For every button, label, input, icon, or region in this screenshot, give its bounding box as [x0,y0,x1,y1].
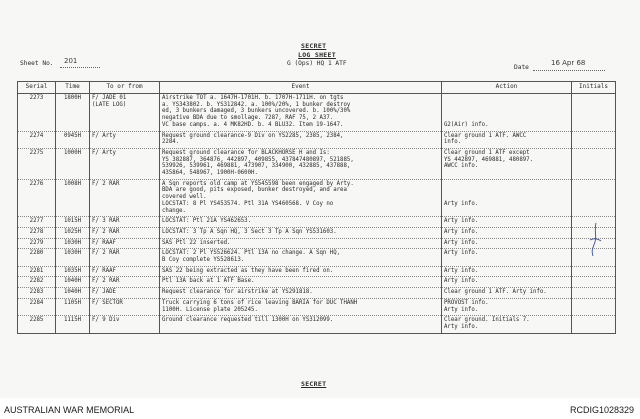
cell-serial: 2276 [18,179,56,217]
header-initials: Initials [572,82,616,94]
cell-initials [572,148,616,179]
archive-footer [0,400,640,419]
cell-to-from: F/ RAAF [90,238,160,249]
cell-action: Clear ground. Initials 7. Arty info. [442,316,572,333]
table-row [18,217,616,228]
cell-initials [572,94,616,132]
cell-time: 1040H [56,277,90,288]
classification-bottom: SECRET [301,380,327,388]
cell-event: LOCSTAT: Ptl 21A YS462653. [160,217,442,228]
unit-heading: G (Ops) HQ 1 ATF [287,60,347,67]
cell-action: Clear ground 1 ATF. Arty info. [442,288,572,299]
cell-serial: 2281 [18,266,56,277]
cell-to-from: F/ SECTOR [90,298,160,315]
cell-to-from: F/ 9 Div [90,316,160,333]
table-row [18,288,616,299]
cell-time: 0945H [56,131,90,148]
cell-event: SAS Ptl 22 inserted. [160,238,442,249]
cell-to-from: F/ JADE 01 (LATE LOG) [90,94,160,132]
cell-to-from: F/ 2 RAR [90,249,160,266]
table-row [18,266,616,277]
cell-initials [572,298,616,315]
cell-time: 1105H [56,298,90,315]
header-serial: Serial [18,82,56,94]
cell-action: Arty info. [442,238,572,249]
table-header-row [18,82,616,94]
table-row [18,238,616,249]
cell-event: LOCSTAT: 2 Pl YS526624. Ptl 13A no change. A Sqn HQ, B Coy complete YS528613. [160,249,442,266]
table-row [18,316,616,333]
cell-to-from: F/ Arty [90,131,160,148]
classification-top: SECRET [301,42,327,50]
sheet-number-underline [60,67,100,68]
cell-time: 1015H [56,217,90,228]
date-label: Date [514,64,529,71]
cell-action: Clear ground 1 ATF. AWCC info. [442,131,572,148]
cell-event: Request ground clearance-9 Div on YS2285, 2385, 2384, 2284. [160,131,442,148]
cell-event: Truck carrying 6 tons of rice leaving BARIA for DUC THANH 1100H. License plate 205245. [160,298,442,315]
archive-credit: AUSTRALIAN WAR MEMORIAL [4,405,135,415]
header-action: Action [442,82,572,94]
sheet-number-value: 201 [64,57,78,65]
table-row [18,298,616,315]
header-event: Event [160,82,442,94]
cell-serial: 2278 [18,227,56,238]
header-time: Time [56,82,90,94]
cell-serial: 2279 [18,238,56,249]
cell-event: Airstrike TOT a. 1647H-1701H. b. 1707H-1711H. on tgts a. YS343802. b. YS312842. a. 100%/20%, 1 bunker destroy ed, 3 bunkers damaged, 3 bunkers uncovered. b. 100%/30% negative BDA due to smollage. 7287, RAF 75, 2 A37. VC base camps. a. 4 MK82HD. b. 4 BLU32. Item 19-1647. [160,94,442,132]
cell-time: 1030H [56,238,90,249]
cell-time: 1035H [56,266,90,277]
cell-action: Arty info. [442,266,572,277]
cell-event: LOCSTAT: 3 Tp A Sqn HQ, 3 Sect 3 Tp A Sqn YS531603. [160,227,442,238]
cell-serial: 2284 [18,298,56,315]
cell-serial: 2280 [18,249,56,266]
cell-serial: 2285 [18,316,56,333]
handwritten-pen-mark [588,222,602,258]
cell-serial: 2273 [18,94,56,132]
document-title: LOG SHEET [298,51,336,59]
cell-serial: 2282 [18,277,56,288]
cell-event: Request clearance for airstrike at YS291818. [160,288,442,299]
cell-time: 1800H [56,94,90,132]
cell-event: Ground clearance requested till 1300H on YS312099. [160,316,442,333]
cell-initials [572,131,616,148]
date-underline [533,70,605,71]
cell-to-from: F/ RAAF [90,266,160,277]
cell-time: 1030H [56,249,90,266]
table-row [18,131,616,148]
cell-time: 1025H [56,227,90,238]
cell-to-from: F/ 2 RAR [90,179,160,217]
log-table [17,81,616,334]
cell-serial: 2275 [18,148,56,179]
table-row [18,179,616,217]
cell-event: SAS 22 being extracted as they have been fired on. [160,266,442,277]
table-row [18,277,616,288]
cell-initials [572,266,616,277]
cell-initials [572,288,616,299]
cell-action: G2(Air) info. [442,94,572,132]
cell-to-from: F/ 2 RAR [90,227,160,238]
cell-to-from: F/ 2 RAR [90,277,160,288]
cell-time: 1000H [56,148,90,179]
cell-action: Arty info. [442,179,572,217]
sheet-number-label: Sheet No. [20,60,54,67]
cell-to-from: F/ Arty [90,148,160,179]
table-row [18,249,616,266]
date-value: 16 Apr 68 [551,59,586,67]
cell-serial: 2283 [18,288,56,299]
cell-initials [572,179,616,217]
cell-action: Arty info. [442,227,572,238]
cell-serial: 2274 [18,131,56,148]
cell-serial: 2277 [18,217,56,228]
cell-action: Arty info. [442,277,572,288]
cell-event: Request ground clearance for BLACKHORSE H and Is: YS 382887, 364876, 442897, 409855, 437847480897, 521885, 539926, 539961, 469881, 473907, 334900, 432885, 437888, 435864, 548967, 1900H-0600H. [160,148,442,179]
archive-reference: RCDIG1028329 [569,405,634,415]
table-row [18,148,616,179]
cell-time: 1115H [56,316,90,333]
cell-to-from: F/ JADE [90,288,160,299]
cell-initials [572,277,616,288]
cell-action: Clear ground 1 ATF except YS 442897, 469881, 480897. AWCC info. [442,148,572,179]
cell-time: 1008H [56,179,90,217]
header-to-or-from: To or from [90,82,160,94]
cell-action: PROVOST info. Arty info. [442,298,572,315]
table-row [18,94,616,132]
table-row [18,227,616,238]
cell-event: Ptl 13A back at 1 ATF Base. [160,277,442,288]
cell-action: Arty info. [442,217,572,228]
cell-action: Arty info. [442,249,572,266]
cell-event: A Sqn reports old camp at YS545598 been engaged by Arty. BDA are good, pits exposed, bunker destroyed, and area covered well. LOCSTAT: 8 Pl YS453574. Ptl 31A YS460568. V Coy no change. [160,179,442,217]
cell-initials [572,316,616,333]
cell-time: 1040H [56,288,90,299]
cell-to-from: F/ 3 RAR [90,217,160,228]
